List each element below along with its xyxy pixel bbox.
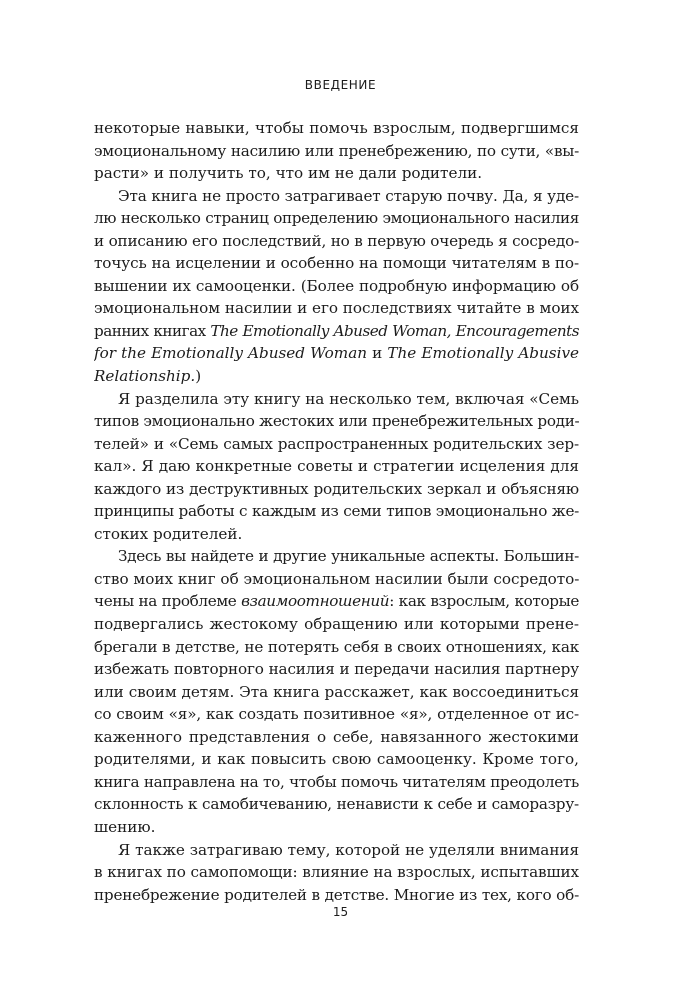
text-run: ) xyxy=(195,367,202,386)
book-title: The Emotionally Abused Woman, Encouragements xyxy=(210,321,579,340)
emphasis: взаимоотношений xyxy=(241,592,390,611)
book-title: Relationship. xyxy=(94,367,196,386)
text-line: вышении их самооценки. (Более подробную информацию об xyxy=(94,276,579,295)
text-line: некоторые навыки, чтобы помочь взрослым, подвергшимся xyxy=(94,119,579,137)
text-line: каженного представления о себе, навязанного жестокими xyxy=(94,727,579,746)
text-line: и описанию его последствий, но в первую очередь я сосредо- xyxy=(94,231,579,250)
text-line: брегали в детстве, не потерять себя в своих отношениях, как xyxy=(94,637,579,656)
text-line-mixed xyxy=(94,365,579,388)
paragraph-first-line: Эта книга не просто затрагивает старую почву. Да, я уде- xyxy=(118,186,579,205)
text-line-mixed xyxy=(94,320,579,343)
text-line: избежать повторного насилия и передачи насилия партнеру xyxy=(94,660,579,679)
text-line-mixed xyxy=(94,590,579,613)
body-text xyxy=(94,117,579,906)
text-run: ранних книгах xyxy=(94,321,211,340)
text-line: со своим «я», как создать позитивное «я», отделенное от ис- xyxy=(94,705,579,724)
text-line: пренебрежение родителей в детстве. Многие из тех, кого об- xyxy=(94,885,579,904)
text-line: склонность к самобичеванию, ненависти к себе и саморазру- xyxy=(94,795,579,814)
text-line: или своим детям. Эта книга расскажет, как воссоединиться xyxy=(94,682,579,701)
text-line: лю несколько страниц определению эмоционального насилия xyxy=(94,209,579,228)
text-line: телей» и «Семь самых распространенных родительских зер- xyxy=(94,434,579,453)
text-line: шению. xyxy=(94,817,156,836)
text-line: ство моих книг об эмоциональном насилии были сосредото- xyxy=(94,569,579,588)
paragraph-first-line: Я разделила эту книгу на несколько тем, включая «Семь xyxy=(118,389,579,408)
page-number: 15 xyxy=(332,905,349,919)
text-run: : как взрослым, которые xyxy=(389,592,579,611)
book-title: The Emotionally Abusive xyxy=(387,344,579,363)
text-line: родителями, и как повысить свою самооценку. Кроме того, xyxy=(94,750,579,769)
text-line: точусь на исцелении и особенно на помощи читателям в по- xyxy=(94,254,579,273)
text-line: эмоциональному насилию или пренебрежению, по сути, «вы- xyxy=(94,141,579,160)
text-line: расти» и получить то, что им не дали родители. xyxy=(94,164,483,183)
text-line: в книгах по самопомощи: влияние на взрослых, испытавших xyxy=(94,863,579,882)
text-line: типов эмоционально жестоких или пренебрежительных роди- xyxy=(94,412,579,431)
text-line: каждого из деструктивных родительских зеркал и объясняю xyxy=(94,479,579,498)
text-line: эмоциональном насилии и его последствиях читайте в моих xyxy=(94,299,579,318)
text-line: стоких родителей. xyxy=(94,524,243,543)
text-line: книга направлена на то, чтобы помочь читателям преодолеть xyxy=(94,772,579,791)
text-run: и xyxy=(367,344,388,363)
text-line: кал». Я даю конкретные советы и стратегии исцеления для xyxy=(94,457,579,476)
paragraph-first-line: Я также затрагиваю тему, которой не уделяли внимания xyxy=(118,840,579,859)
paragraph-first-line: Здесь вы найдете и другие уникальные аспекты. Большин- xyxy=(118,547,579,566)
book-title: for the Emotionally Abused Woman xyxy=(94,344,368,363)
text-line: подвергались жестокому обращению или которыми прене- xyxy=(94,615,579,634)
text-line-mixed xyxy=(94,342,579,365)
running-head: ВВЕДЕНИЕ xyxy=(304,78,377,92)
text-run: чены на проблеме xyxy=(94,592,242,611)
text-line: принципы работы с каждым из семи типов эмоционально же- xyxy=(94,502,579,521)
